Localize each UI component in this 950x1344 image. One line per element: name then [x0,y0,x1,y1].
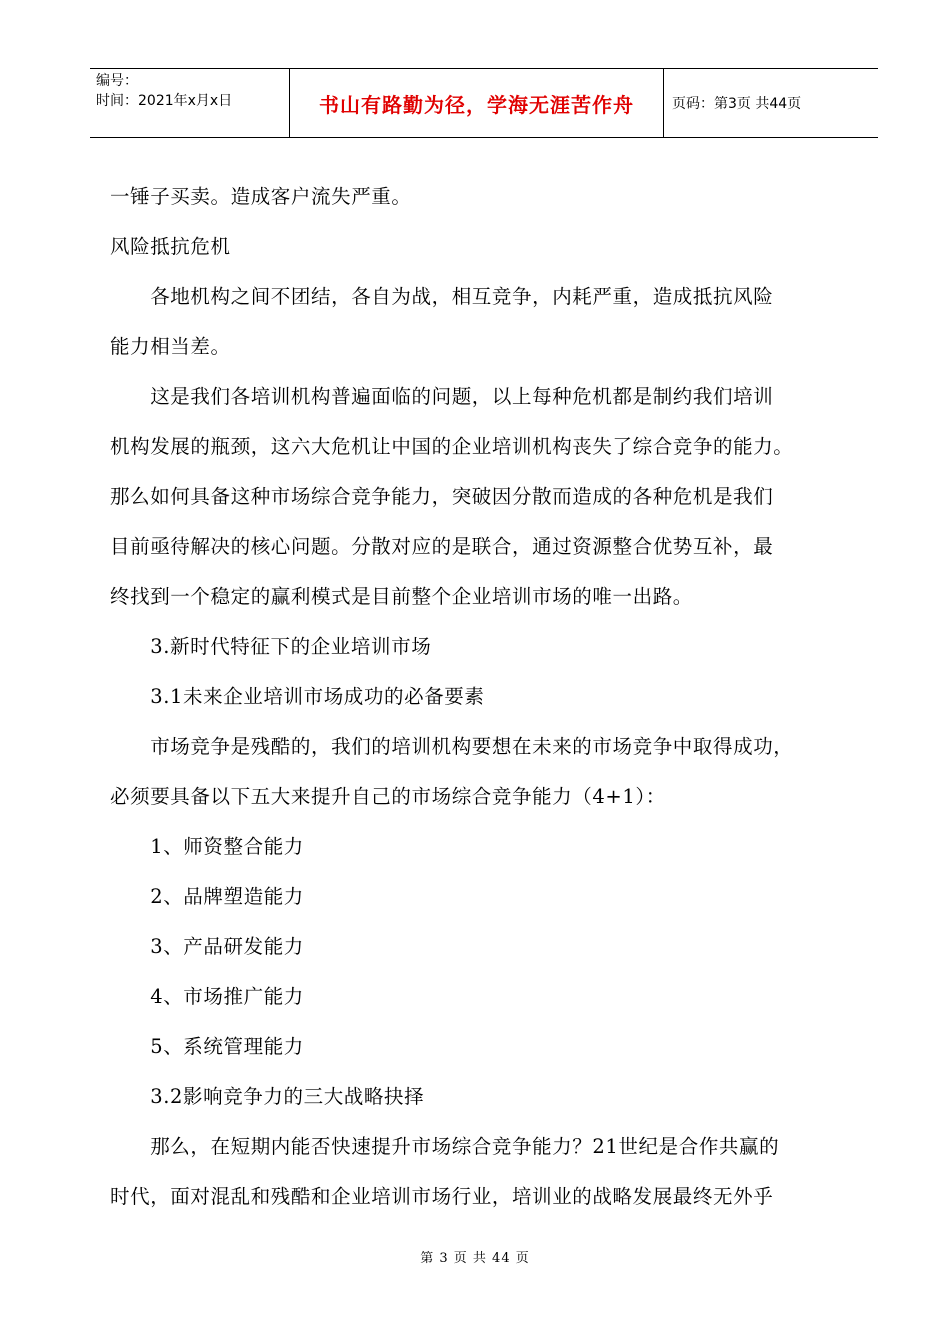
section-heading: 3.新时代特征下的企业培训市场 [110,635,432,658]
header-meta [90,69,290,137]
list-item: 3、产品研发能力 [110,935,304,958]
body-line: 那么，在短期内能否快速提升市场综合竞争能力？21世纪是合作共赢的 [110,1135,780,1158]
body-line: 市场竞争是残酷的，我们的培训机构要想在未来的市场竞争中取得成功， [110,735,794,758]
body-line: 目前亟待解决的核心问题。分散对应的是联合，通过资源整合优势互补，最 [110,535,774,558]
list-item: 1、师资整合能力 [110,835,304,858]
body-line: 必须要具备以下五大来提升自己的市场综合竞争能力（4+1）： [110,785,666,808]
body-line: 风险抵抗危机 [110,235,231,258]
body-line: 能力相当差。 [110,335,231,358]
header-motto: 书山有路勤为径，学海无涯苦作舟 [290,69,664,137]
body-line: 各地机构之间不团结，各自为战，相互竞争，内耗严重，造成抵抗风险 [110,285,774,308]
subsection-heading: 3.2影响竞争力的三大战略抉择 [110,1085,425,1108]
body-line: 这是我们各培训机构普遍面临的问题，以上每种危机都是制约我们培训 [110,385,774,408]
body-line: 一锤子买卖。造成客户流失严重。 [110,185,412,208]
body-line: 终找到一个稳定的赢利模式是目前整个企业培训市场的唯一出路。 [110,585,693,608]
body-line: 那么如何具备这种市场综合竞争能力，突破因分散而造成的各种危机是我们 [110,485,774,508]
list-item: 2、品牌塑造能力 [110,885,304,908]
number-label: 编号： [96,73,138,89]
body-line: 机构发展的瓶颈，这六大危机让中国的企业培训机构丧失了综合竞争的能力。 [110,435,794,458]
page-footer: 第 3 页 共 44 页 [420,1251,530,1266]
subsection-heading: 3.1未来企业培训市场成功的必备要素 [110,685,485,708]
list-item: 5、系统管理能力 [110,1035,304,1058]
page-header [90,68,878,138]
header-page-info: 页码：第3页 共44页 [672,96,802,112]
list-item: 4、市场推广能力 [110,985,304,1008]
time-label: 时间：2021年x月x日 [96,93,233,109]
body-line: 时代，面对混乱和残酷和企业培训市场行业，培训业的战略发展最终无外乎 [110,1185,774,1208]
